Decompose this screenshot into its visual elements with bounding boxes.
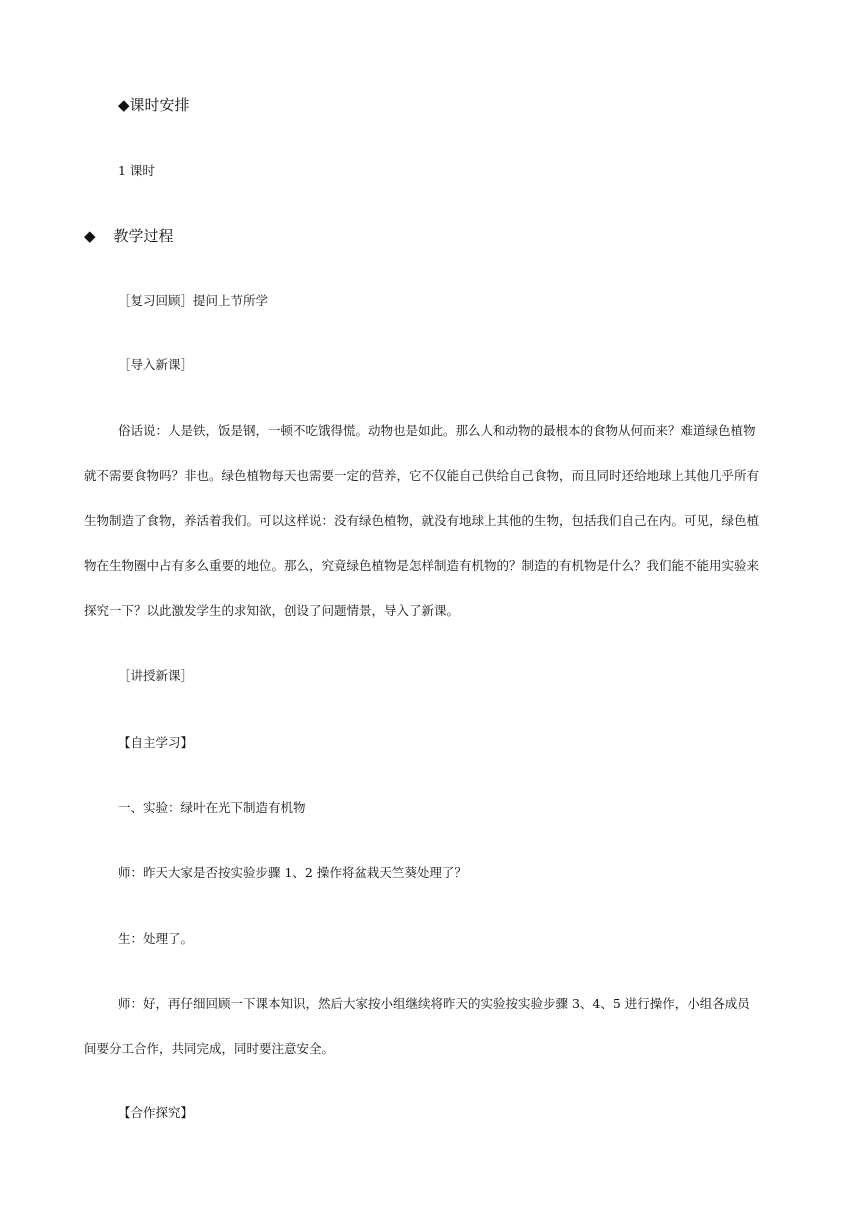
student-answer-1: 生：处理了。 xyxy=(118,931,194,946)
schedule-value: 1 课时 xyxy=(118,163,155,178)
process-heading xyxy=(84,226,174,246)
experiment-title: 一、实验：绿叶在光下制造有机物 xyxy=(118,800,306,815)
review-line: ［复习回顾］提问上节所学 xyxy=(118,293,269,308)
intro-paragraph-line-4: 物在生物圈中占有多么重要的地位。那么，究竟绿色植物是怎样制造有机物的？制造的有机物是什么？我们能不能用实验来 xyxy=(84,558,760,573)
process-title: 教学过程 xyxy=(113,227,174,245)
intro-paragraph-line-3: 生物制造了食物，养活着我们。可以这样说：没有绿色植物，就没有地球上其他的生物，包括我们自己在内。可见，绿色植 xyxy=(84,513,760,528)
intro-paragraph-line-2: 就不需要食物吗？非也。绿色植物每天也需要一定的营养，它不仅能自己供给自己食物，而且同时还给地球上其他几乎所有 xyxy=(84,468,760,483)
intro-paragraph-line-5: 探究一下？以此激发学生的求知欲，创设了问题情景，导入了新课。 xyxy=(84,603,460,618)
diamond-bullet-icon: ◆ xyxy=(118,96,130,114)
teacher-instruction-line-1: 师：好，再仔细回顾一下课本知识，然后大家按小组继续将昨天的实验按实验步骤 3、4、5 进行操作，小组各成员 xyxy=(118,996,750,1011)
diamond-bullet-icon: ◆ xyxy=(84,227,96,245)
intro-heading: ［导入新课］ xyxy=(118,357,194,372)
coop-heading: 【合作探究】 xyxy=(118,1105,194,1120)
intro-paragraph-line-1: 俗话说：人是铁，饭是钢，一顿不吃饿得慌。动物也是如此。那么人和动物的最根本的食物从何而来？难道绿色植物 xyxy=(118,423,756,438)
self-study-heading: 【自主学习】 xyxy=(118,735,194,750)
schedule-title: 课时安排 xyxy=(129,96,190,114)
lecture-heading: ［讲授新课］ xyxy=(118,668,194,683)
teacher-question-1: 师：昨天大家是否按实验步骤 1、2 操作将盆栽天竺葵处理了？ xyxy=(118,865,467,880)
schedule-heading xyxy=(118,95,190,115)
teacher-instruction-line-2: 间要分工合作，共同完成，同时要注意安全。 xyxy=(84,1041,335,1056)
